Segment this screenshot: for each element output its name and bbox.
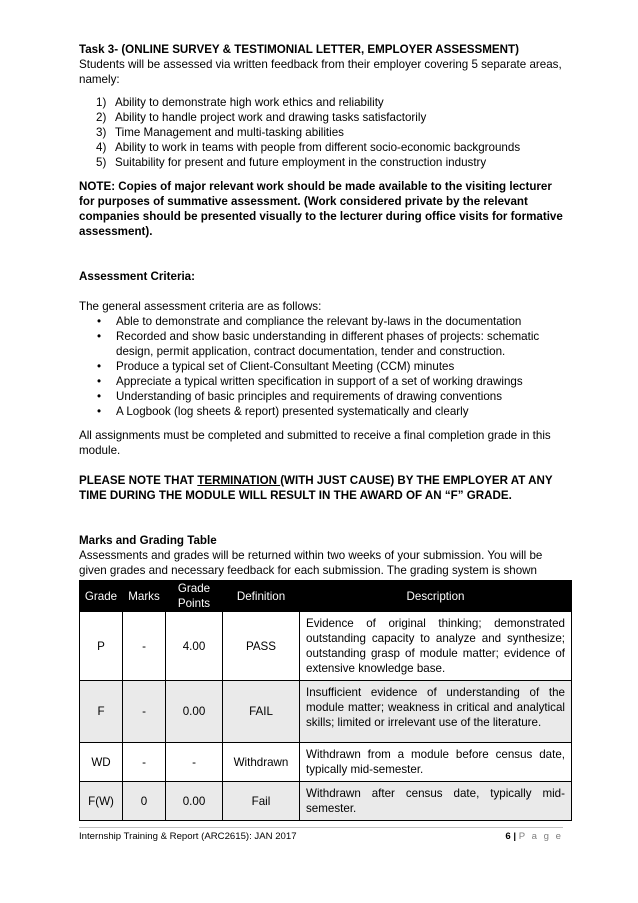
- bullet-icon: •: [97, 360, 102, 373]
- description-cell: Withdrawn after census date, typically mid-semester.: [300, 782, 572, 821]
- bullet-icon: •: [97, 405, 102, 418]
- grade-cell: F: [80, 681, 123, 743]
- list-item: [79, 95, 563, 110]
- list-item: [79, 329, 563, 359]
- grading-table: [79, 580, 572, 821]
- column-header: Definition: [223, 581, 300, 612]
- column-header: Description: [300, 581, 572, 612]
- definition-cell: PASS: [223, 612, 300, 681]
- column-header: Marks: [123, 581, 166, 612]
- footer-course-label: Internship Training & Report (ARC2615): JAN 2017: [79, 831, 297, 842]
- marks-heading: Marks and Grading Table: [79, 534, 217, 547]
- list-item: [79, 140, 563, 155]
- list-text: Produce a typical set of Client-Consultant Meeting (CCM) minutes: [116, 360, 455, 373]
- bullet-icon: •: [97, 315, 102, 328]
- column-header: Grade Points: [166, 581, 223, 612]
- list-item: [79, 125, 563, 140]
- page-number: 6 |: [505, 831, 517, 842]
- definition-cell: Fail: [223, 782, 300, 821]
- table-row: [80, 782, 572, 821]
- list-number: 5): [96, 156, 107, 169]
- document-page: [79, 42, 563, 593]
- list-number: 1): [96, 96, 107, 109]
- grade-cell: WD: [80, 743, 123, 782]
- page-label: P a g e: [518, 831, 563, 842]
- description-cell: Withdrawn from a module before census date, typically mid-semester.: [300, 743, 572, 782]
- list-text: Recorded and show basic understanding in different phases of projects: schematic design, permit application, contract documentation, tender and construction.: [116, 330, 540, 358]
- list-item: [79, 404, 563, 419]
- definition-cell: FAIL: [223, 681, 300, 743]
- column-header: Grade: [80, 581, 123, 612]
- table-row: [80, 743, 572, 782]
- grade-cell: F(W): [80, 782, 123, 821]
- marks-cell: 0: [123, 782, 166, 821]
- definition-cell: Withdrawn: [223, 743, 300, 782]
- list-item: [79, 374, 563, 389]
- points-cell: 0.00: [166, 782, 223, 821]
- warning-pre: PLEASE NOTE THAT: [79, 474, 198, 487]
- task-title: Task 3- (ONLINE SURVEY & TESTIMONIAL LETTER, EMPLOYER ASSESSMENT): [79, 43, 519, 56]
- assessment-areas-list: [79, 95, 563, 170]
- bullet-icon: •: [97, 390, 102, 403]
- warning-post: (WITH JUST CAUSE) BY THE EMPLOYER AT ANY TIME DURING THE MODULE WILL RESULT IN THE AWARD OF AN “F” GRADE.: [79, 474, 553, 502]
- bullet-icon: •: [97, 375, 102, 388]
- footer-page-number: [505, 830, 563, 843]
- description-cell: Evidence of original thinking; demonstrated outstanding capacity to analyze and synthesize; outstanding grasp of module matter; evidence of extensive knowledge base.: [300, 612, 572, 681]
- list-item: [79, 389, 563, 404]
- grade-cell: P: [80, 612, 123, 681]
- marks-cell: -: [123, 681, 166, 743]
- list-text: A Logbook (log sheets & report) presented systematically and clearly: [116, 405, 469, 418]
- termination-warning: [79, 473, 563, 503]
- marks-intro: Assessments and grades will be returned within two weeks of your submission. You will be given grades and necessary feedback for each submission. The grading system is shown: [79, 549, 543, 577]
- list-text: Ability to demonstrate high work ethics and reliability: [115, 96, 384, 109]
- list-item: [79, 314, 563, 329]
- list-item: [79, 110, 563, 125]
- description-cell: Insufficient evidence of understanding of the module matter; weakness in critical and analytical skills; limited or irrelevant use of the literature.: [300, 681, 572, 743]
- list-text: Ability to handle project work and drawing tasks satisfactorily: [115, 111, 427, 124]
- list-number: 4): [96, 141, 107, 154]
- list-text: Appreciate a typical written specification in support of a set of working drawings: [116, 375, 523, 388]
- criteria-heading: Assessment Criteria:: [79, 270, 195, 283]
- completion-paragraph: All assignments must be completed and submitted to receive a final completion grade in this module.: [79, 429, 551, 457]
- criteria-list: [79, 314, 563, 419]
- points-cell: 0.00: [166, 681, 223, 743]
- marks-cell: -: [123, 612, 166, 681]
- list-number: 2): [96, 111, 107, 124]
- note-paragraph: NOTE: Copies of major relevant work should be made available to the visiting lecturer for purposes of summative assessment. (Work considered private by the relevant companies should be presented visually to the lecturer during office visits for formative assessment).: [79, 180, 563, 238]
- warning-underlined: TERMINATION: [197, 474, 281, 487]
- bullet-icon: •: [97, 330, 102, 343]
- list-text: Time Management and multi-tasking abilities: [115, 126, 344, 139]
- marks-cell: -: [123, 743, 166, 782]
- table-row: [80, 681, 572, 743]
- table-row: [80, 612, 572, 681]
- list-text: Ability to work in teams with people from different socio-economic backgrounds: [115, 141, 521, 154]
- task-intro: Students will be assessed via written feedback from their employer covering 5 separate areas, namely:: [79, 58, 562, 86]
- list-item: [79, 359, 563, 374]
- list-number: 3): [96, 126, 107, 139]
- points-cell: -: [166, 743, 223, 782]
- list-text: Able to demonstrate and compliance the relevant by-laws in the documentation: [116, 315, 522, 328]
- footer-divider: [79, 827, 563, 828]
- list-text: Suitability for present and future employment in the construction industry: [115, 156, 487, 169]
- points-cell: 4.00: [166, 612, 223, 681]
- table-header-row: [80, 581, 572, 612]
- list-text: Understanding of basic principles and requirements of drawing conventions: [116, 390, 503, 403]
- criteria-intro: The general assessment criteria are as follows:: [79, 300, 322, 313]
- list-item: [79, 155, 563, 170]
